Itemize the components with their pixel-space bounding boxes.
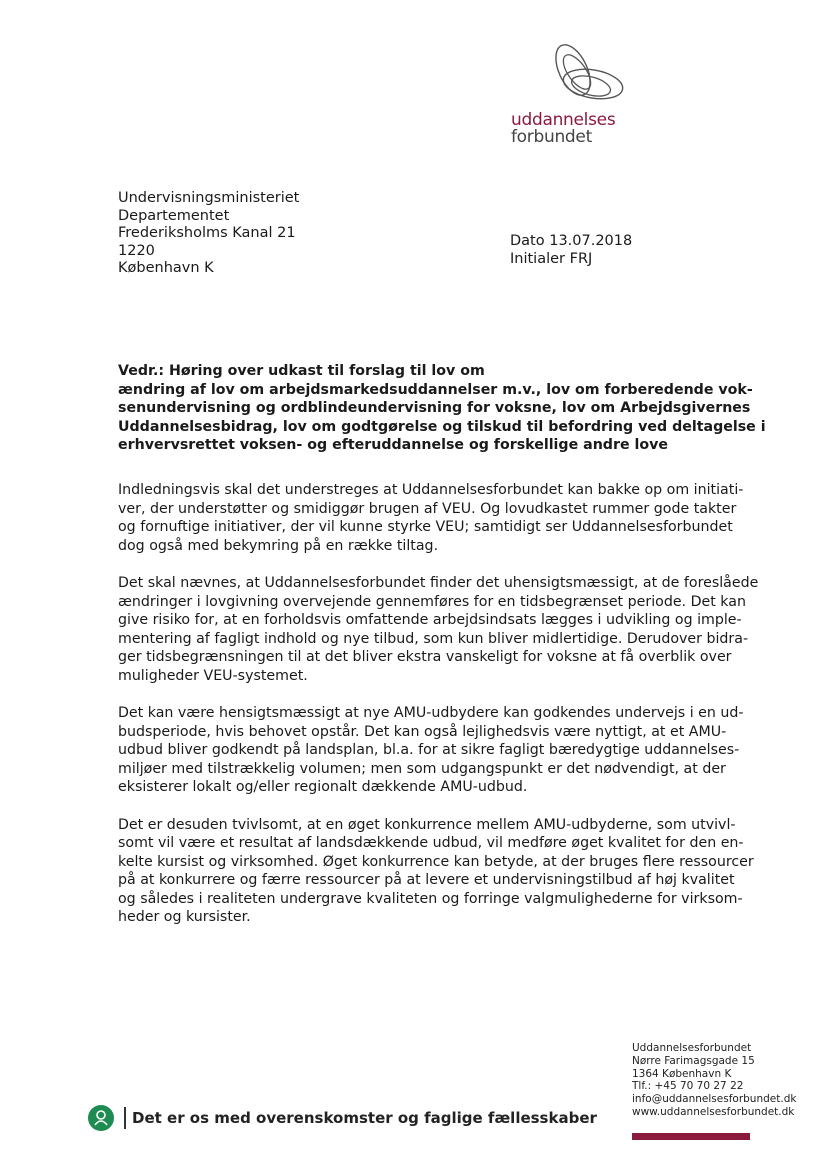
letter-subject [118, 362, 766, 455]
body-line: og fornuftige initiativer, der vil kunne styrke VEU; samtidigt ser Uddannelsesforbundet [118, 519, 733, 535]
body-line: Det er desuden tvivlsomt, at en øget konkurrence mellem AMU-udbyderne, som utvivl- [118, 816, 736, 833]
footer-street: Nørre Farimagsgade 15 [632, 1054, 755, 1067]
logo-text-uddannelses: uddannelses [511, 110, 616, 130]
logo-swirl-icon [533, 40, 633, 110]
slogan-text: Det er os med overenskomster og faglige fællesskaber [132, 1109, 597, 1127]
body-line: heder og kursister. [118, 909, 251, 925]
recipient-line: 1220 [118, 242, 155, 259]
body-line: kelte kursist og virksomhed. Øget konkurrence kan betyde, at der bruges flere ressourcer [118, 853, 754, 870]
footer-accent-bar [632, 1133, 750, 1140]
subject-line: Uddannelsesbidrag, lov om godtgørelse og tilskud til befordring ved deltagelse i [118, 418, 766, 435]
recipient-line: København K [118, 260, 214, 276]
body-line: mentering af fagligt indhold og nye tilbud, som kun bliver midlertidige. Derudover bidra- [118, 630, 749, 647]
body-line: muligheder VEU-systemet. [118, 667, 308, 684]
body-line: give risiko for, at en forholdsvis omfattende arbejdsindsats lægges i udvikling og imple- [118, 612, 742, 628]
recipient-address [118, 190, 299, 278]
body-line: på at konkurrere og færre ressourcer på at levere et undervisningstilbud af høj kvalitet [118, 872, 735, 888]
footer-website-link[interactable]: www.uddannelsesforbundet.dk [632, 1105, 795, 1118]
subject-line: Vedr.: Høring over udkast til forslag til lov om [118, 363, 485, 379]
body-line: ændringer i lovgivning overvejende gennemføres for en tidsbegrænset periode. Det kan [118, 593, 746, 610]
subject-line: erhvervsrettet voksen- og efteruddannelse og forskellige andre love [118, 437, 669, 453]
body-line: Det kan være hensigtsmæssigt at nye AMU-udbydere kan godkendes undervejs i en ud- [118, 705, 744, 721]
footer-org-name: Uddannelsesforbundet [632, 1042, 752, 1054]
body-line: eksisterer lokalt og/eller regionalt dækkende AMU-udbud. [118, 779, 528, 795]
body-line: udbud bliver godkendt på landsplan, bl.a. for at sikre fagligt bæredygtige uddannelses- [118, 742, 740, 758]
letter-initials: Initialer FRJ [510, 250, 593, 267]
hands-icon [88, 1105, 114, 1131]
organization-logo [505, 40, 645, 150]
logo-text-forbundet: forbundet [511, 127, 592, 147]
body-paragraph [118, 574, 758, 685]
body-paragraph [118, 481, 758, 555]
body-line: somt vil være et resultat af landsdækkende udbud, vil medføre øget kvalitet for den en- [118, 835, 744, 851]
body-paragraph [118, 816, 758, 927]
body-line: ger tidsbegrænsningen til at det bliver ekstra vanskeligt for voksne at få overblik over [118, 649, 732, 665]
body-line: budsperiode, hvis behovet opstår. Det kan også lejlighedsvis være nyttigt, at et AMU- [118, 723, 727, 740]
footer-email-link[interactable]: info@uddannelsesforbundet.dk [632, 1093, 797, 1106]
letter-meta [510, 233, 632, 268]
footer-city: 1364 København K [632, 1067, 732, 1080]
footer-phone: Tlf.: +45 70 70 27 22 [632, 1080, 744, 1093]
body-line: dog også med bekymring på en række tiltag. [118, 537, 439, 554]
letter-body [118, 481, 758, 946]
body-line: Indledningsvis skal det understreges at Uddannelsesforbundet kan bakke op om initiati- [118, 482, 744, 498]
footer-address [632, 1042, 796, 1119]
subject-line: ændring af lov om arbejdsmarkedsuddannelser m.v., lov om forberedende vok- [118, 381, 753, 398]
body-line: ver, der understøtter og smidiggør brugen af VEU. Og lovudkastet rummer gode takter [118, 500, 737, 517]
recipient-line: Undervisningsministeriet [118, 190, 300, 206]
body-line: Det skal nævnes, at Uddannelsesforbundet finder det uhensigtsmæssigt, at de foreslåede [118, 575, 759, 591]
letter-date: Dato 13.07.2018 [510, 233, 633, 249]
body-line: og således i realiteten undergrave kvaliteten og forringe valgmulighederne for virksom- [118, 890, 743, 907]
body-line: miljøer med tilstrækkelig volumen; men som udgangspunkt er det nødvendigt, at der [118, 760, 726, 777]
subject-line: senundervisning og ordblindeundervisning for voksne, lov om Arbejdsgivernes [118, 400, 751, 416]
recipient-line: Departementet [118, 207, 230, 224]
body-paragraph [118, 704, 758, 797]
recipient-line: Frederiksholms Kanal 21 [118, 225, 296, 241]
slogan-divider [124, 1107, 126, 1129]
